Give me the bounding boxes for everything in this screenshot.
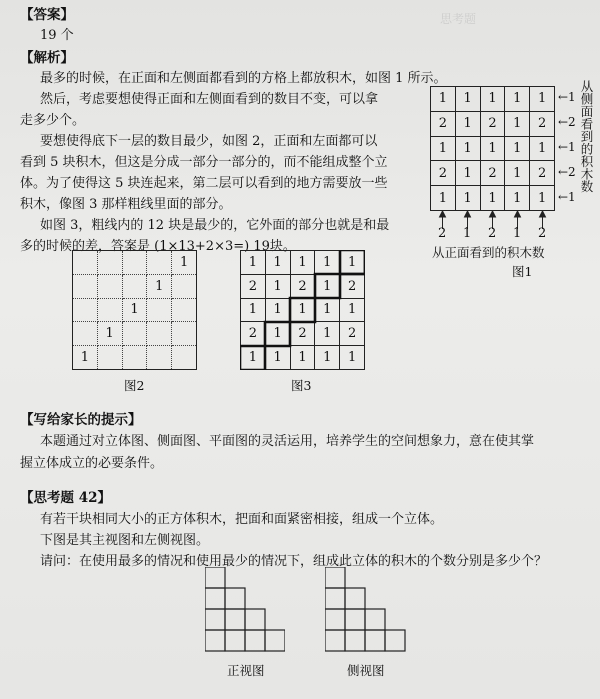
grid-cell: 1 [290, 251, 315, 275]
grid-row [73, 298, 197, 322]
figure-3-caption: 图3 [291, 378, 312, 393]
grid-row [431, 87, 555, 112]
grid-cell: 1 [455, 161, 480, 186]
side-view-figure [325, 567, 407, 657]
grid-cell: 1 [431, 136, 456, 161]
grid-cell [122, 251, 147, 275]
grid-cell: 1 [530, 87, 555, 112]
grid-cell [73, 322, 98, 346]
grid-cell [122, 322, 147, 346]
grid-cell: 2 [290, 274, 315, 298]
problem-line: 下图是其主视图和左侧视图。 [40, 533, 210, 548]
row-count-label: ←2 [558, 165, 576, 179]
grid-cell: 1 [340, 298, 365, 322]
figure-1-grid [430, 86, 555, 211]
grid-row [73, 346, 197, 370]
analysis-line: 如图 3，粗线内的 12 块是最少的，它外面的部分也就是和最 [40, 218, 390, 233]
grid-cell [147, 251, 172, 275]
grid-cell [97, 298, 122, 322]
grid-cell: 1 [315, 346, 340, 370]
grid-cell: 1 [241, 298, 266, 322]
side-view-caption: 侧视图 [347, 663, 385, 678]
column-count-label: 1 [513, 226, 522, 241]
grid-cell: 1 [241, 346, 266, 370]
row-count-label: ←2 [558, 115, 576, 129]
figure-1-side-text: 从侧面看到的积木数 [579, 80, 594, 193]
figure-2-grid [72, 250, 197, 370]
grid-cell: 1 [530, 186, 555, 211]
grid-cell: 1 [315, 251, 340, 275]
grid-row [431, 186, 555, 211]
analysis-line: 多的时候的差，答案是 (1×13+2×3=) 19块。 [20, 239, 296, 254]
grid-cell: 1 [172, 251, 197, 275]
figure-1-caption: 图1 [512, 264, 533, 279]
grid-cell: 1 [431, 186, 456, 211]
grid-cell: 1 [315, 322, 340, 346]
front-view-figure [205, 567, 285, 657]
grid-cell: 2 [480, 111, 505, 136]
analysis-line: 体。为了使得这 5 块连起来，第二层可以看到的地方需要放一些 [20, 176, 388, 191]
grid-cell: 1 [265, 346, 290, 370]
grid-cell: 1 [340, 251, 365, 275]
grid-cell [97, 274, 122, 298]
grid-cell: 1 [505, 111, 530, 136]
grid-cell: 1 [455, 111, 480, 136]
grid-row [431, 111, 555, 136]
grid-row [431, 136, 555, 161]
grid-cell: 1 [147, 274, 172, 298]
parents-tip-line: 握立体成立的必要条件。 [20, 456, 164, 471]
grid-cell: 1 [122, 298, 147, 322]
grid-cell: 1 [73, 346, 98, 370]
grid-cell [172, 346, 197, 370]
grid-cell [122, 274, 147, 298]
parents-tip-line: 本题通过对立体图、侧面图、平面图的灵活运用，培养学生的空间想象力，意在使其掌 [40, 434, 535, 449]
row-count-label: ←1 [558, 90, 576, 104]
grid-cell: 1 [455, 136, 480, 161]
problem-line: 请问：在使用最多的情况和使用最少的情况下，组成此立体的积木的个数分别是多少个？ [40, 554, 548, 569]
grid-cell: 1 [97, 322, 122, 346]
grid-cell: 1 [455, 87, 480, 112]
grid-cell [172, 274, 197, 298]
grid-cell: 2 [431, 111, 456, 136]
grid-cell: 1 [290, 298, 315, 322]
column-count-label: 1 [463, 226, 472, 241]
grid-cell [97, 346, 122, 370]
answer-label: 【答案】 [20, 7, 74, 23]
analysis-line: 然后，考虑要想使得正面和左侧面看到的数目不变，可以拿 [40, 92, 379, 107]
answer-value: 19 个 [40, 28, 74, 43]
grid-cell: 1 [505, 136, 530, 161]
column-count-label: 2 [488, 226, 497, 241]
grid-cell: 2 [340, 322, 365, 346]
grid-row [73, 322, 197, 346]
grid-cell: 2 [340, 274, 365, 298]
grid-cell [147, 322, 172, 346]
column-count-label: 2 [438, 226, 447, 241]
parents-tip-label: 【写给家长的提示】 [20, 412, 142, 428]
figure-2-caption: 图2 [124, 378, 145, 393]
grid-cell: 1 [265, 298, 290, 322]
grid-row [73, 274, 197, 298]
grid-cell: 1 [455, 186, 480, 211]
analysis-line: 最多的时候，在正面和左侧面都看到的方格上都放积木，如图 1 所示。 [40, 71, 447, 86]
problem-line: 有若干块相同大小的正方体积木，把面和面紧密相接，组成一个立体。 [40, 512, 444, 527]
grid-cell: 1 [315, 298, 340, 322]
grid-cell: 2 [431, 161, 456, 186]
grid-cell [172, 298, 197, 322]
bleed-through-header: 思考题 [440, 12, 477, 26]
grid-row [73, 251, 197, 275]
grid-cell: 2 [241, 322, 266, 346]
grid-cell: 2 [290, 322, 315, 346]
grid-cell: 1 [265, 251, 290, 275]
grid-cell: 1 [480, 87, 505, 112]
figure-1-bottom-numbers [430, 226, 555, 242]
grid-cell: 2 [530, 111, 555, 136]
grid-cell: 1 [315, 274, 340, 298]
row-count-label: ←1 [558, 140, 576, 154]
grid-cell [172, 322, 197, 346]
grid-cell: 1 [431, 87, 456, 112]
problem-label: 【思考题 42】 [20, 490, 111, 506]
analysis-line: 积木，像图 3 那样粗线里面的部分。 [20, 197, 232, 212]
row-count-label: ←1 [558, 190, 576, 204]
grid-cell: 2 [530, 161, 555, 186]
grid-cell: 2 [241, 274, 266, 298]
grid-cell [147, 346, 172, 370]
front-view-caption: 正视图 [227, 663, 265, 678]
analysis-line: 要想使得底下一层的数目最少，如图 2，正面和左面都可以 [40, 134, 378, 149]
grid-cell: 2 [480, 161, 505, 186]
grid-cell: 1 [530, 136, 555, 161]
grid-cell [73, 298, 98, 322]
column-count-label: 2 [538, 226, 547, 241]
figure-1-bottom-caption: 从正面看到的积木数 [432, 245, 545, 260]
grid-cell [73, 251, 98, 275]
figure-3-bold-outline [240, 250, 365, 370]
grid-cell: 1 [265, 322, 290, 346]
grid-row [431, 161, 555, 186]
analysis-line: 走多少个。 [20, 113, 86, 128]
grid-cell: 1 [290, 346, 315, 370]
grid-cell: 1 [480, 186, 505, 211]
grid-cell [147, 298, 172, 322]
grid-cell [122, 346, 147, 370]
grid-cell: 1 [505, 87, 530, 112]
grid-cell: 1 [340, 346, 365, 370]
grid-cell [73, 274, 98, 298]
analysis-label: 【解析】 [20, 50, 74, 66]
grid-cell: 1 [265, 274, 290, 298]
grid-cell: 1 [505, 186, 530, 211]
grid-cell [97, 251, 122, 275]
grid-cell: 1 [241, 251, 266, 275]
grid-cell: 1 [480, 136, 505, 161]
analysis-line: 看到 5 块积木，但这是分成一部分一部分的，而不能组成整个立 [20, 155, 388, 170]
grid-cell: 1 [505, 161, 530, 186]
